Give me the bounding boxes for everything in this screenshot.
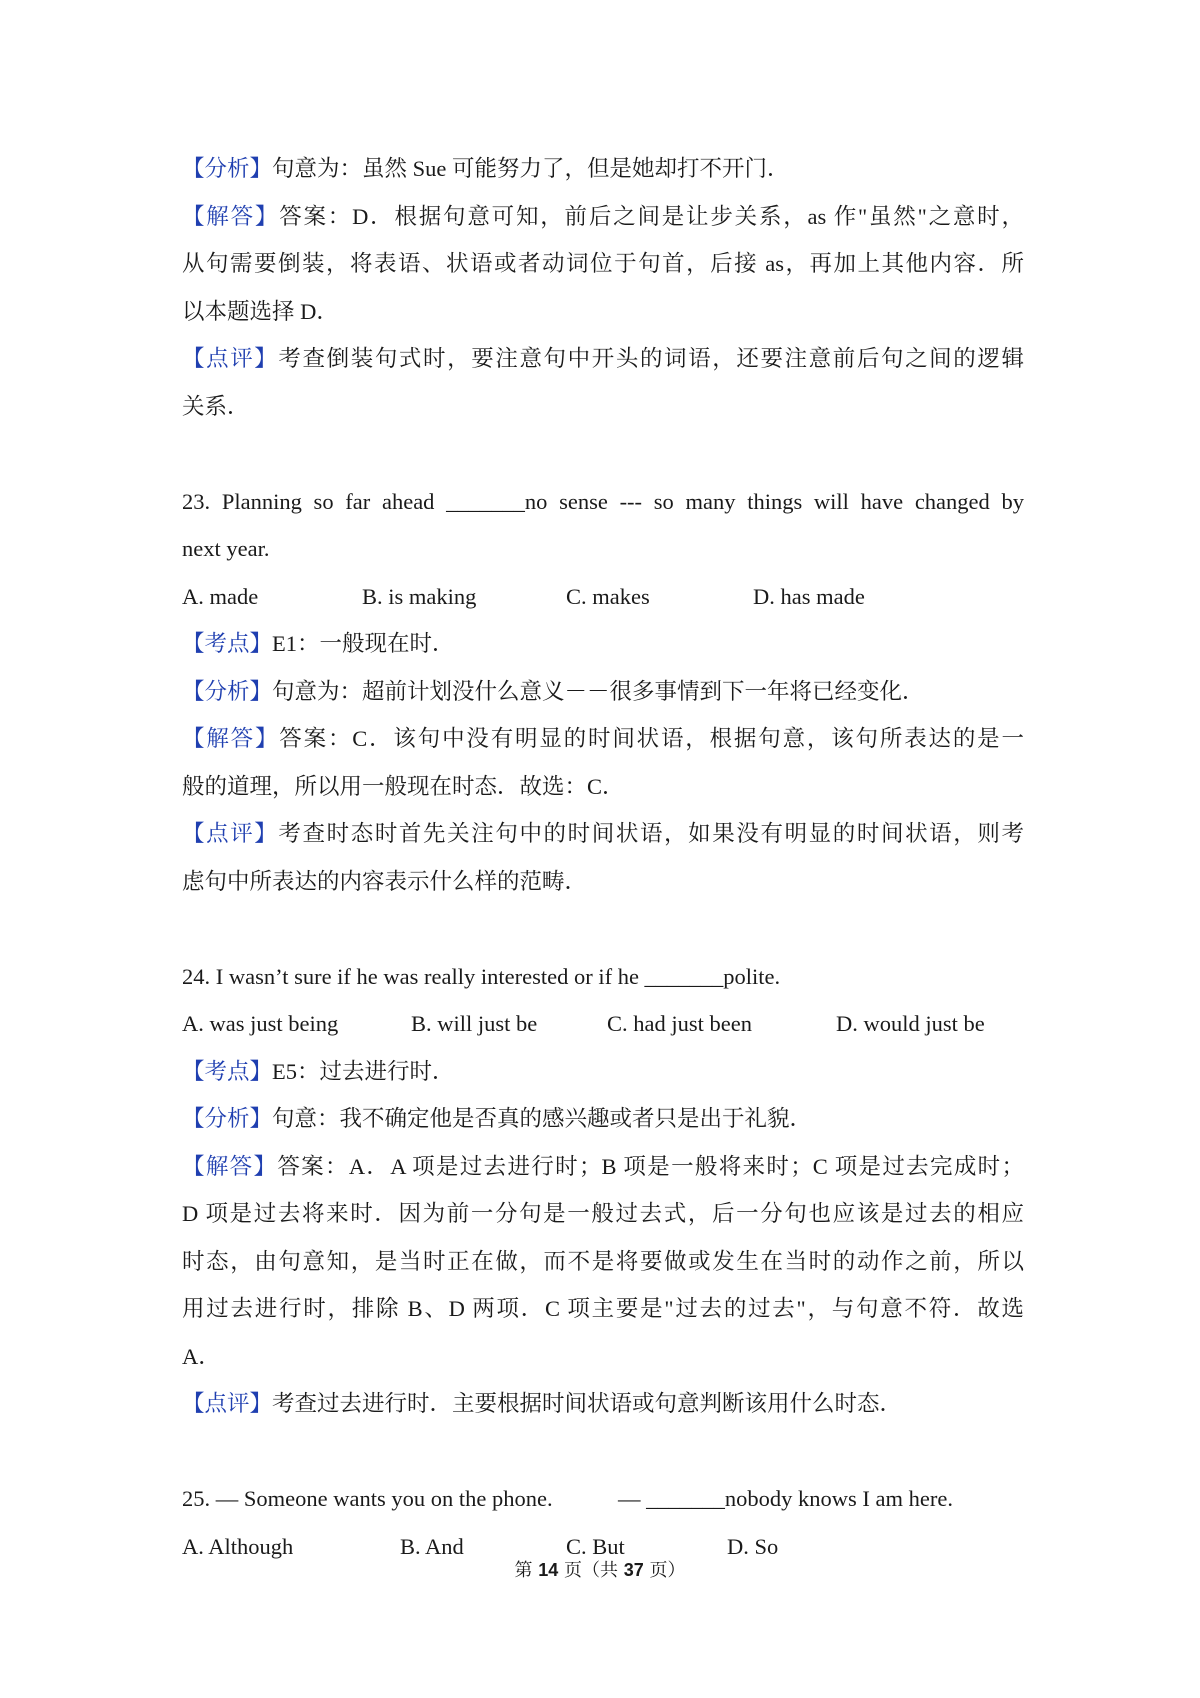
q24-answer-line3: 时态，由句意知，是当时正在做，而不是将要做或发生在当时的动作之前，所以 xyxy=(182,1248,1024,1274)
q23-point xyxy=(182,620,1024,668)
q22-comment-line2: 关系． xyxy=(182,393,250,419)
q24-answer-line2: D 项是过去将来时．因为前一分句是一般过去式，后一分句也应该是过去的相应 xyxy=(182,1201,1024,1226)
q23-answer-line2: 般的道理，所以用一般现在时态．故选：C． xyxy=(182,773,625,799)
q22-answer-line1 xyxy=(182,193,1024,241)
footer-total-pages: 37 xyxy=(623,1560,644,1580)
q23-answer-line1 xyxy=(182,715,1024,763)
q24-answer-line4: 用过去进行时，排除 B、D 两项．C 项主要是"过去的过去"，与句意不符．故选 xyxy=(182,1296,1024,1321)
analysis-text: 句意为：虽然 Sue 可能努力了，但是她却打不开门． xyxy=(272,156,790,181)
point-tag: 【考点】 xyxy=(182,1058,273,1084)
analysis-tag: 【分析】 xyxy=(182,678,273,704)
q23-comment-line1 xyxy=(182,810,1024,858)
q22-analysis xyxy=(182,145,1024,193)
q24-comment xyxy=(182,1380,1024,1428)
answer-tag: 【解答】 xyxy=(182,726,280,751)
comment-text: 考查倒装句式时，要注意句中开头的词语，还要注意前后句之间的逻辑 xyxy=(278,346,1024,371)
q23-comment-line2: 虑句中所表达的内容表示什么样的范畴． xyxy=(182,868,588,894)
analysis-text: 句意为：超前计划没什么意义－－很多事情到下一年将已经变化． xyxy=(272,678,925,704)
answer-text: 答案：C．该句中没有明显的时间状语，根据句意，该句所表达的是一 xyxy=(279,726,1024,751)
footer-middle: 页（共 xyxy=(558,1560,624,1581)
q25-stem-part2: — _______nobody knows I am here. xyxy=(618,1486,953,1511)
q22-answer-line3: 以本题选择 D． xyxy=(182,298,339,324)
q23-stem-line1: 23. Planning so far ahead _______no sense --- so many things will have changed by xyxy=(182,488,1024,514)
q24-point xyxy=(182,1048,1024,1096)
q22-answer-line2: 从句需要倒装，将表语、状语或者动词位于句首，后接 as，再加上其他内容．所 xyxy=(182,251,1024,276)
analysis-tag: 【分析】 xyxy=(182,1106,273,1131)
point-text: E5：过去进行时． xyxy=(272,1058,455,1084)
q24-options xyxy=(182,1000,1024,1048)
analysis-tag: 【分析】 xyxy=(182,156,273,181)
comment-text: 考查时态时首先关注句中的时间状语，如果没有明显的时间状语，则考 xyxy=(278,821,1024,846)
footer-page-number: 14 xyxy=(538,1560,559,1580)
q23-option-d: D. has made xyxy=(753,583,865,609)
point-text: E1：一般现在时． xyxy=(272,631,455,656)
q24-option-b: B. will just be xyxy=(411,1011,538,1036)
footer-suffix: 页） xyxy=(643,1560,686,1581)
comment-tag: 【点评】 xyxy=(182,1391,273,1416)
comment-tag: 【点评】 xyxy=(182,821,279,846)
answer-tag: 【解答】 xyxy=(182,203,280,229)
q25-stem xyxy=(182,1475,1024,1523)
q23-stem-line2: next year. xyxy=(182,536,270,561)
q25-stem-part1: 25. — Someone wants you on the phone. xyxy=(182,1486,553,1511)
q24-answer-line1 xyxy=(182,1143,1024,1191)
footer-prefix: 第 xyxy=(514,1560,539,1581)
q24-answer-line5: A． xyxy=(182,1343,221,1369)
q25-option-a: A. Although xyxy=(182,1533,294,1559)
q23-analysis xyxy=(182,668,1024,716)
q23-option-b: B. is making xyxy=(362,583,477,609)
comment-text: 考查过去进行时．主要根据时间状语或句意判断该用什么时态． xyxy=(272,1391,903,1416)
q24-option-a: A. was just being xyxy=(182,1011,339,1036)
q25-option-d: D. So xyxy=(727,1533,779,1559)
q24-option-d: D. would just be xyxy=(836,1011,985,1036)
q23-option-a: A. made xyxy=(182,583,259,609)
q25-option-c: C. But xyxy=(566,1533,625,1559)
q25-option-b: B. And xyxy=(400,1533,464,1559)
analysis-text: 句意：我不确定他是否真的感兴趣或者只是出于礼貌． xyxy=(272,1106,813,1131)
q22-comment-line1 xyxy=(182,335,1024,383)
q24-analysis xyxy=(182,1095,1024,1143)
page-footer xyxy=(0,1556,1200,1582)
answer-text: 答案：D．根据句意可知，前后之间是让步关系，as 作"虽然"之意时， xyxy=(279,203,1024,229)
q23-options xyxy=(182,573,1024,621)
answer-tag: 【解答】 xyxy=(182,1153,278,1179)
q23-option-c: C. makes xyxy=(566,583,650,609)
comment-tag: 【点评】 xyxy=(182,346,279,371)
q24-stem-line1: 24. I wasn’t sure if he was really interested or if he _______polite. xyxy=(182,963,781,989)
answer-text: 答案：A．A 项是过去进行时；B 项是一般将来时；C 项是过去完成时； xyxy=(277,1153,1024,1179)
point-tag: 【考点】 xyxy=(182,631,273,656)
document-body xyxy=(182,145,1024,1570)
q24-option-c: C. had just been xyxy=(607,1011,752,1036)
